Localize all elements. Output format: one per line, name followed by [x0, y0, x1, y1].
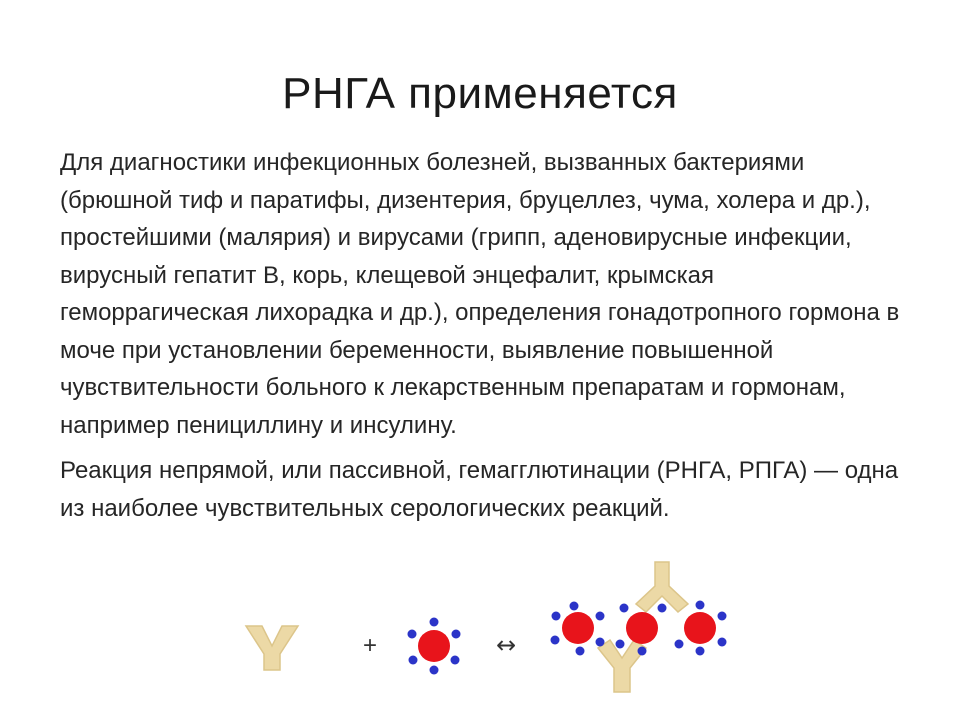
- agglutinate-complex: [551, 562, 727, 692]
- agglutinated-cell-2: [626, 612, 658, 644]
- antibody-icon: [246, 626, 298, 670]
- plus-sign: +: [362, 632, 378, 659]
- reversible-arrow: ↔: [495, 631, 517, 659]
- sensitized-cell-icon: [408, 618, 461, 675]
- agglutinated-cell-1: [562, 612, 594, 644]
- paragraph-diagnostics: Для диагностики инфекционных болезней, вызванных бактериями (брюшной тиф и паратифы, дизентерия, бруцеллез, чума, холера и др.), простейшими (малярия) и вирусами (грипп, аденовирусные инфекции, вирусный гепатит В, корь, клещевой энцефалит, крымская геморрагическая лихорадка и др.), определения гонадотропного гормона в моче при установлении беременности, выявление повышенной чувствительности больного к лекарственным препаратам и гормонам, например пенициллину и инсулину.: [60, 149, 900, 439]
- agglutinated-cell-3: [684, 612, 716, 644]
- paragraph-reaction: Реакция непрямой, или пассивной, гемагглютинации (РНГА, РПГА) — одна из наиболее чувствительных серологических реакций.: [60, 457, 899, 522]
- slide-body: [60, 144, 900, 527]
- slide-title: РНГА применяется: [282, 69, 678, 118]
- agglutination-diagram: [0, 550, 960, 720]
- diagram-svg: [0, 550, 960, 720]
